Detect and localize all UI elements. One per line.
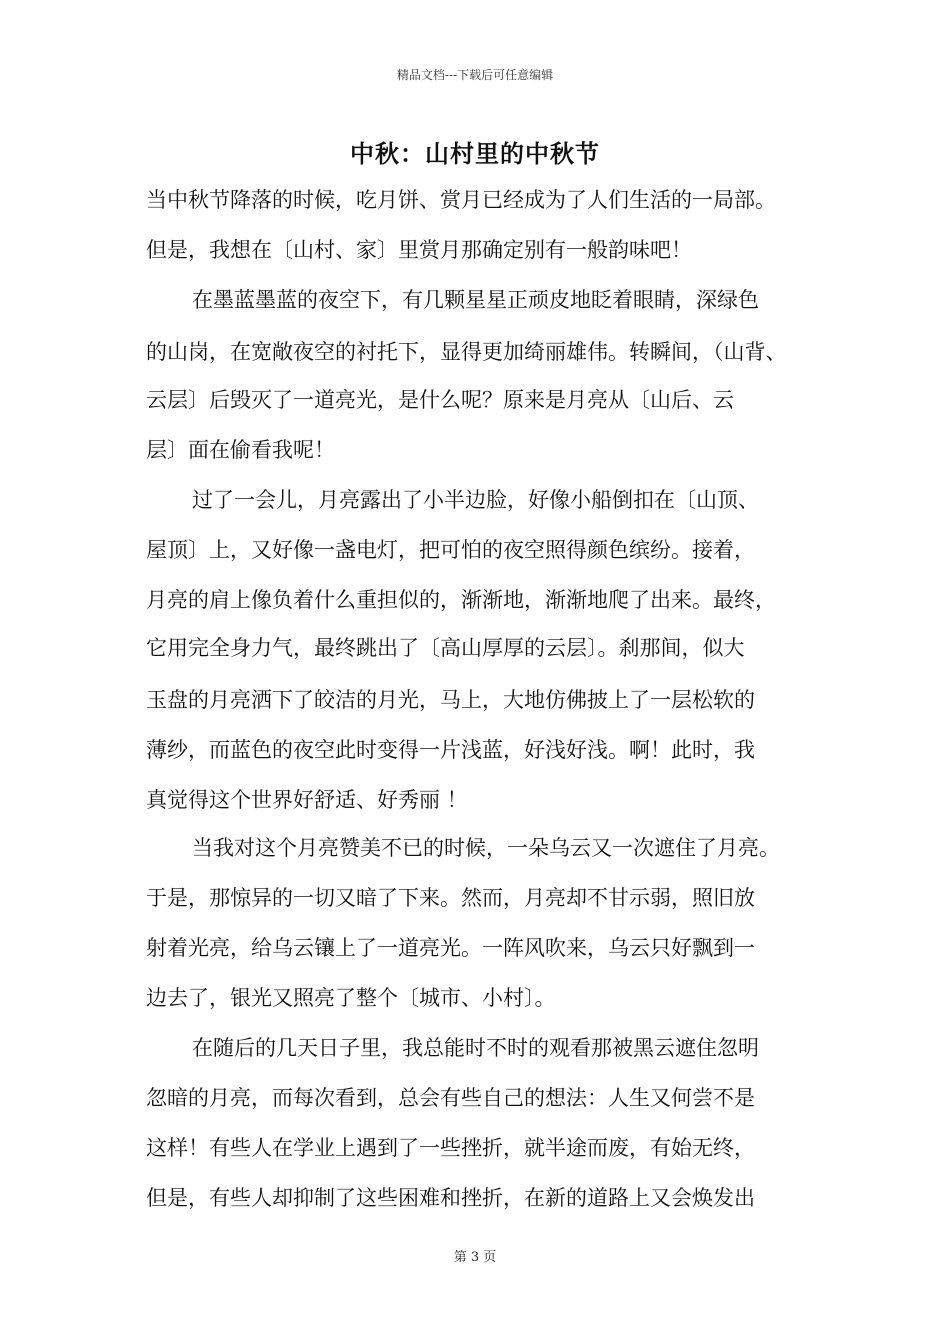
- text-line: 忽暗的月亮，而每次看到，总会有些自己的想法：人生又何尝不是: [146, 1086, 755, 1110]
- text-line: 真觉得这个世界好舒适、好秀丽 ！: [146, 788, 468, 812]
- text-line: 在随后的几天日子里，我总能时不时的观看那被黑云遮住忽明: [192, 1036, 759, 1060]
- text-line: 在墨蓝墨蓝的夜空下，有几颗星星正顽皮地眨着眼睛，深绿色: [192, 288, 759, 312]
- text-line: 云层〕后毁灭了一道亮光，是什么呢？原来是月亮从〔山后、云: [146, 388, 734, 412]
- text-line: 屋顶〕上，又好像一盏电灯，把可怕的夜空照得颜色缤纷。接着，: [146, 538, 755, 562]
- text-line: 玉盘的月亮洒下了皎洁的月光，马上，大地仿佛披上了一层松软的: [146, 688, 755, 712]
- text-line: 薄纱，而蓝色的夜空此时变得一片浅蓝，好浅好浅。啊！此时，我: [146, 738, 755, 762]
- text-line: 边去了，银光又照亮了整个〔城市、小村〕。: [146, 986, 556, 1010]
- text-line: 层〕面在偷看我呢！: [146, 438, 335, 462]
- text-line: 过了一会儿，月亮露出了小半边脸，好像小船倒扣在〔山顶、: [192, 488, 759, 512]
- text-line: 但是，我想在〔山村、家〕里赏月那确定别有一般韵味吧！: [146, 238, 692, 262]
- text-line: 它用完全身力气，最终跳出了〔高山厚厚的云层〕。刹那间，似大: [146, 636, 745, 660]
- page-number: 第 3 页: [453, 1250, 497, 1265]
- page-header: 精品文档---下载后可任意编辑: [396, 68, 554, 82]
- text-line: 当我对这个月亮赞美不已的时候，一朵乌云又一次遮住了月亮。: [192, 836, 780, 860]
- document-title: 中秋：山村里的中秋节: [350, 139, 600, 168]
- text-line: 射着光亮，给乌云镶上了一道亮光。一阵风吹来，乌云只好飘到一: [146, 936, 755, 960]
- text-line: 当中秋节降落的时候，吃月饼、赏月已经成为了人们生活的一局部。: [146, 188, 776, 212]
- text-line: 月亮的肩上像负着什么重担似的，渐渐地，渐渐地爬了出来。最终，: [146, 588, 776, 612]
- text-line: 于是，那惊异的一切又暗了下来。然而，月亮却不甘示弱，照旧放: [146, 886, 755, 910]
- text-line: 这样！有些人在学业上遇到了一些挫折，就半途而废，有始无终，: [146, 1136, 755, 1160]
- text-line: 的山岗，在宽敞夜空的衬托下，显得更加绮丽雄伟。转瞬间，（山背、: [146, 340, 787, 364]
- text-line: 但是，有些人却抑制了这些困难和挫折，在新的道路上又会焕发出: [146, 1186, 755, 1210]
